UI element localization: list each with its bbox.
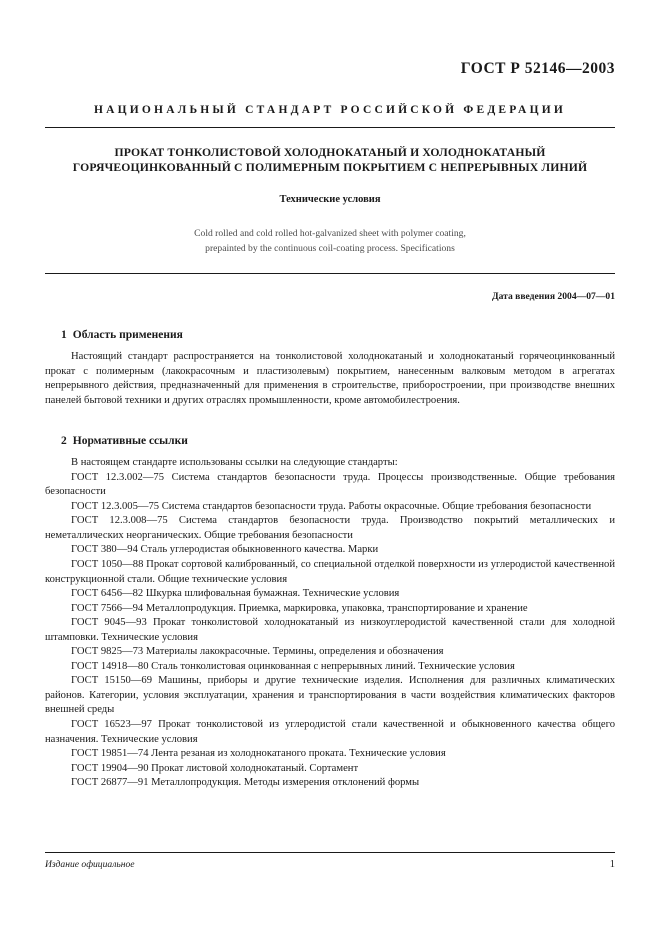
english-title-line-2: prepainted by the continuous coil-coating process. Specifications [205,243,455,254]
english-title [45,226,615,256]
reference-item: ГОСТ 26877—91 Металлопродукция. Методы измерения отклонений формы [71,777,420,789]
english-title-line-1: Cold rolled and cold rolled hot-galvanized sheet with polymer coating, [194,228,466,239]
reference-item: ГОСТ 15150—69 Машины, приборы и другие технические изделия. Исполнения для различных климатических районов. Категории, условия эксплуатации, хранения и транспортирования в части воздействия климатических факторов внешней среды [45,675,615,716]
section-2-paragraph: В настоящем стандарте использованы ссылки на следующие стандарты: [71,457,398,469]
page-number: 1 [609,859,615,870]
reference-item: ГОСТ 1050—88 Прокат сортовой калиброванный, со специальной отделкой поверхности из углеродистой качественной конструкционной стали. Общие технические условия [45,559,615,585]
page-content [45,0,615,791]
edition-label: Издание официальное [45,859,135,870]
reference-item: ГОСТ 16523—97 Прокат тонколистовой из углеродистой стали качественной и обыкновенного качества общего назначения. Технические условия [45,719,615,745]
title-line-2: ГОРЯЧЕОЦИНКОВАННЫЙ С ПОЛИМЕРНЫМ ПОКРЫТИЕМ С НЕПРЕРЫВНЫХ ЛИНИЙ [72,161,588,174]
national-standard-line: НАЦИОНАЛЬНЫЙ СТАНДАРТ РОССИЙСКОЙ ФЕДЕРАЦИИ [93,104,567,116]
reference-item: ГОСТ 380—94 Сталь углеродистая обыкновенного качества. Марки [71,544,379,556]
section-heading-2 [45,435,615,447]
reference-item: ГОСТ 19851—74 Лента резаная из холоднокатаного проката. Технические условия [71,748,446,760]
page-footer [45,852,615,870]
standard-number: ГОСТ Р 52146—2003 [460,60,615,77]
divider-bottom-wrap [45,273,615,274]
section-title-1: Область применения [72,329,183,341]
section-heading-1 [45,329,615,341]
divider-bottom [45,273,615,274]
reference-item: ГОСТ 7566—94 Металлопродукция. Приемка, маркировка, упаковка, транспортирование и хранение [71,602,528,614]
footer-row [45,859,615,870]
section-number-2: 2 [61,435,67,448]
reference-item: ГОСТ 12.3.008—75 Система стандартов безопасности труда. Производство покрытий металлических и неметаллических неорганических. Общие требования безопасности [45,515,615,541]
reference-item: ГОСТ 19904—90 Прокат листовой холоднокатаный. Сортамент [71,762,359,774]
section-number-1: 1 [61,329,67,341]
reference-item: ГОСТ 14918—80 Сталь тонколистовая оцинкованная с непрерывных линий. Технические условия [71,660,515,672]
section-1-paragraph: Настоящий стандарт распространяется на тонколистовой холоднокатаный и холоднокатаный горячеоцинкованный прокат с полимерным (лакокрасочным и пластизолевым) покрытием, нанесенным валковым методом в агрегатах непрерывного действия, предназначенный для применения в строительстве, приборостроении, при производстве внешних панелей бытовой техники и других отраслях промышленности, кроме автомобилестроения. [45,351,615,406]
title-line-1: ПРОКАТ ТОНКОЛИСТОВОЙ ХОЛОДНОКАТАНЫЙ И ХОЛОДНОКАТАНЫЙ [114,146,546,159]
reference-item: ГОСТ 9045—93 Прокат тонколистовой холоднокатаный из низкоуглеродистой качественной стали для холодной штамповки. Технические условия [45,617,615,643]
reference-item: ГОСТ 12.3.002—75 Система стандартов безопасности труда. Процессы производственные. Общие требования безопасности [45,471,615,498]
reference-item: ГОСТ 9825—73 Материалы лакокрасочные. Термины, определения и обозначения [71,646,444,658]
reference-item: ГОСТ 6456—82 Шкурка шлифовальная бумажная. Технические условия [71,588,400,600]
footer-divider [45,852,615,853]
divider-top [45,127,615,128]
title-subtitle: Технические условия [279,194,381,205]
section-title-2: Нормативные ссылки [72,435,188,448]
document-title [45,145,615,175]
introduction-date: Дата введения 2004—07—01 [492,291,615,302]
reference-item: ГОСТ 12.3.005—75 Система стандартов безопасности труда. Работы окрасочные. Общие требования безопасности [71,500,592,512]
